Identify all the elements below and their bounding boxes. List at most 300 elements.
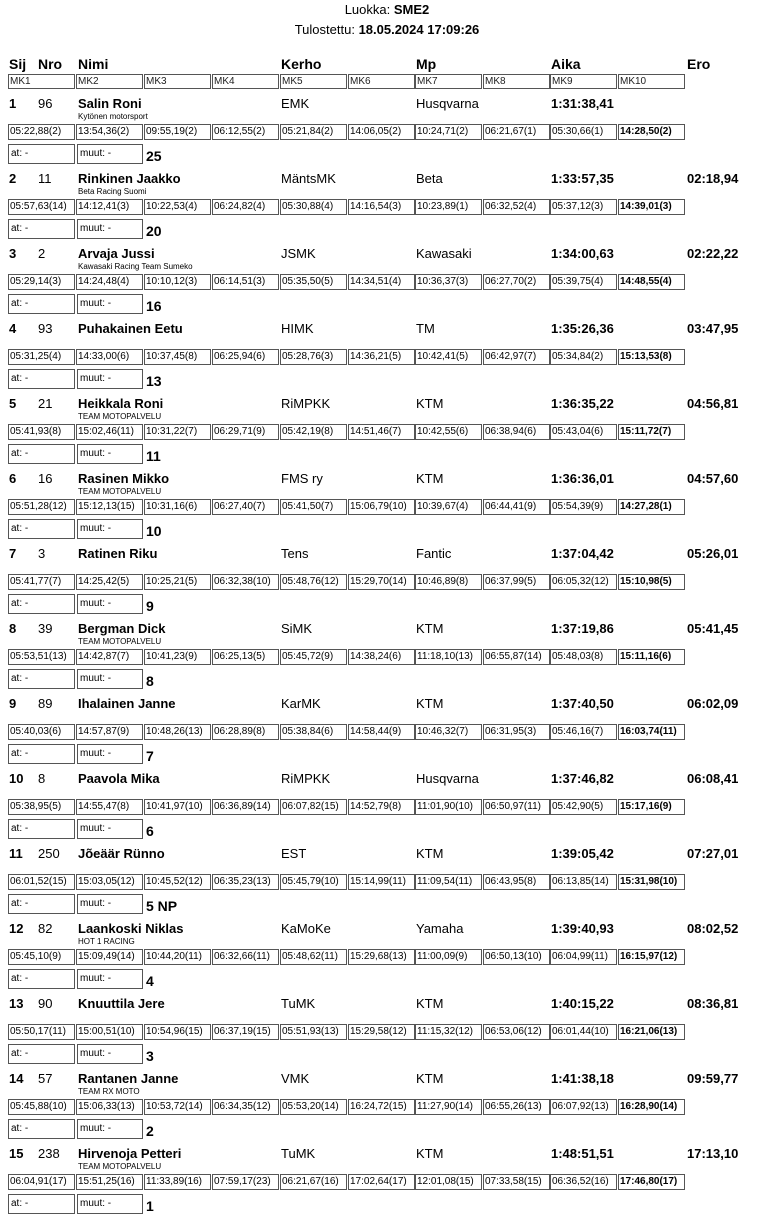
lap-time-5: 05:21,84(2) — [280, 124, 347, 140]
lap-time-4: 06:12,55(2) — [212, 124, 279, 140]
rider-position: 4 — [9, 321, 17, 336]
lap-time-4: 06:36,89(14) — [212, 799, 279, 815]
rider-total-time: 1:37:04,42 — [551, 546, 614, 561]
muut-box: muut: - — [77, 1044, 143, 1064]
rider-bike: KTM — [416, 1071, 444, 1086]
lap-time-6: 14:58,44(9) — [348, 724, 415, 740]
muut-box: muut: - — [77, 1194, 143, 1214]
rider-position: 14 — [9, 1071, 24, 1086]
rider-number: 8 — [38, 771, 46, 786]
at-box: at: - — [8, 519, 75, 539]
rider-team: Kawasaki Racing Team Sumeko — [78, 262, 193, 271]
rider-bike: Beta — [416, 171, 443, 186]
muut-box: muut: - — [77, 894, 143, 914]
rider-club: TuMK — [281, 996, 316, 1011]
class-line — [0, 0, 774, 20]
lap-time-6: 14:16,54(3) — [348, 199, 415, 215]
lap-time-9: 05:46,16(7) — [550, 724, 617, 740]
lap-time-10: 15:17,16(9) — [618, 799, 685, 815]
col-position: Sij — [9, 56, 27, 72]
rider-name: Laankoski Niklas — [78, 921, 184, 936]
rider-number: 89 — [38, 696, 53, 711]
rider-gap: 02:22,22 — [687, 246, 739, 261]
rider-bike: Yamaha — [416, 921, 464, 936]
lap-time-8: 06:43,95(8) — [483, 874, 550, 890]
lap-time-9: 06:07,92(13) — [550, 1099, 617, 1115]
lap-time-5: 05:38,84(6) — [280, 724, 347, 740]
rider-club: MäntsMK — [281, 171, 336, 186]
rider-name: Salin Roni — [78, 96, 142, 111]
rider-number: 250 — [38, 846, 60, 861]
lap-time-1: 05:45,10(9) — [8, 949, 75, 965]
rider-bike: Fantic — [416, 546, 452, 561]
rider-name: Rantanen Janne — [78, 1071, 179, 1086]
rider-team: TEAM RX MOTO — [78, 1087, 140, 1096]
at-box: at: - — [8, 744, 75, 764]
rider-points: 3 — [146, 1048, 154, 1064]
rider-row — [0, 95, 774, 170]
rider-number: 82 — [38, 921, 53, 936]
rider-number: 96 — [38, 96, 53, 111]
rider-position: 6 — [9, 471, 17, 486]
at-box: at: - — [8, 819, 75, 839]
rider-number: 21 — [38, 396, 53, 411]
lap-time-4: 06:29,71(9) — [212, 424, 279, 440]
rider-row — [0, 845, 774, 920]
lap-time-1: 06:04,91(17) — [8, 1174, 75, 1190]
lap-time-7: 10:24,71(2) — [415, 124, 482, 140]
lap-time-3: 09:55,19(2) — [144, 124, 211, 140]
lap-time-8: 06:27,70(2) — [483, 274, 550, 290]
lap-time-10: 16:28,90(14) — [618, 1099, 685, 1115]
lap-header-7: MK7 — [415, 74, 482, 89]
lap-time-5: 05:41,50(7) — [280, 499, 347, 515]
lap-header-1: MK1 — [8, 74, 75, 89]
muut-box: muut: - — [77, 969, 143, 989]
muut-box: muut: - — [77, 444, 143, 464]
rider-club: HIMK — [281, 321, 314, 336]
rider-number: 3 — [38, 546, 46, 561]
rider-points: 2 — [146, 1123, 154, 1139]
column-headers — [0, 55, 774, 91]
rider-points: 4 — [146, 973, 154, 989]
rider-row — [0, 920, 774, 995]
lap-time-3: 10:48,26(13) — [144, 724, 211, 740]
lap-time-4: 06:32,38(10) — [212, 574, 279, 590]
at-box: at: - — [8, 1044, 75, 1064]
lap-time-9: 05:37,12(3) — [550, 199, 617, 215]
lap-time-8: 06:32,52(4) — [483, 199, 550, 215]
rider-row — [0, 695, 774, 770]
lap-time-2: 15:09,49(14) — [76, 949, 143, 965]
rider-position: 9 — [9, 696, 17, 711]
lap-time-6: 15:29,70(14) — [348, 574, 415, 590]
rider-gap: 02:18,94 — [687, 171, 739, 186]
rider-bike: Kawasaki — [416, 246, 472, 261]
at-box: at: - — [8, 369, 75, 389]
rider-number: 93 — [38, 321, 53, 336]
lap-time-7: 10:23,89(1) — [415, 199, 482, 215]
lap-time-9: 05:42,90(5) — [550, 799, 617, 815]
rider-name: Rinkinen Jaakko — [78, 171, 181, 186]
muut-box: muut: - — [77, 219, 143, 239]
at-box: at: - — [8, 144, 75, 164]
rider-club: JSMK — [281, 246, 316, 261]
lap-time-7: 11:09,54(11) — [415, 874, 482, 890]
lap-time-1: 05:45,88(10) — [8, 1099, 75, 1115]
rider-row — [0, 470, 774, 545]
lap-time-9: 06:36,52(16) — [550, 1174, 617, 1190]
lap-header-2: MK2 — [76, 74, 143, 89]
rider-gap: 05:41,45 — [687, 621, 739, 636]
lap-time-7: 10:42,41(5) — [415, 349, 482, 365]
rider-bike: KTM — [416, 996, 444, 1011]
lap-time-1: 05:51,28(12) — [8, 499, 75, 515]
rider-position: 5 — [9, 396, 17, 411]
lap-time-4: 07:59,17(23) — [212, 1174, 279, 1190]
lap-time-7: 11:18,10(13) — [415, 649, 482, 665]
rider-name: Heikkala Roni — [78, 396, 164, 411]
lap-time-7: 11:15,32(12) — [415, 1024, 482, 1040]
rider-position: 8 — [9, 621, 17, 636]
lap-time-2: 14:24,48(4) — [76, 274, 143, 290]
rider-gap: 08:36,81 — [687, 996, 739, 1011]
col-club: Kerho — [281, 56, 322, 72]
rider-total-time: 1:31:38,41 — [551, 96, 614, 111]
col-number: Nro — [38, 56, 63, 72]
at-box: at: - — [8, 294, 75, 314]
rider-name: Paavola Mika — [78, 771, 160, 786]
lap-time-10: 15:11,72(7) — [618, 424, 685, 440]
at-box: at: - — [8, 219, 75, 239]
lap-time-5: 05:28,76(3) — [280, 349, 347, 365]
lap-header-10: MK10 — [618, 74, 685, 89]
lap-time-2: 14:55,47(8) — [76, 799, 143, 815]
rider-name: Bergman Dick — [78, 621, 166, 636]
lap-time-10: 15:13,53(8) — [618, 349, 685, 365]
rider-points: 9 — [146, 598, 154, 614]
rider-name: Puhakainen Eetu — [78, 321, 183, 336]
lap-time-7: 10:36,37(3) — [415, 274, 482, 290]
lap-time-9: 05:54,39(9) — [550, 499, 617, 515]
lap-time-8: 06:50,97(11) — [483, 799, 550, 815]
lap-time-7: 10:46,89(8) — [415, 574, 482, 590]
rider-bike: Husqvarna — [416, 96, 479, 111]
lap-time-7: 12:01,08(15) — [415, 1174, 482, 1190]
lap-time-5: 05:45,79(10) — [280, 874, 347, 890]
lap-time-7: 11:01,90(10) — [415, 799, 482, 815]
lap-time-1: 05:41,77(7) — [8, 574, 75, 590]
rider-row — [0, 1070, 774, 1145]
rider-row — [0, 245, 774, 320]
rider-position: 11 — [9, 846, 23, 861]
at-box: at: - — [8, 594, 75, 614]
rider-total-time: 1:40:15,22 — [551, 996, 614, 1011]
rider-total-time: 1:39:40,93 — [551, 921, 614, 936]
lap-time-10: 14:27,28(1) — [618, 499, 685, 515]
rider-gap: 08:02,52 — [687, 921, 739, 936]
rider-number: 57 — [38, 1071, 53, 1086]
rider-position: 2 — [9, 171, 17, 186]
rider-points: 5 NP — [146, 898, 178, 914]
rider-team: TEAM MOTOPALVELU — [78, 637, 162, 646]
rider-number: 39 — [38, 621, 53, 636]
lap-time-6: 14:52,79(8) — [348, 799, 415, 815]
rider-gap: 17:13,10 — [687, 1146, 739, 1161]
printed-label: Tulostettu: — [294, 22, 355, 37]
lap-time-9: 05:39,75(4) — [550, 274, 617, 290]
rider-club: Tens — [281, 546, 309, 561]
rider-points: 6 — [146, 823, 154, 839]
lap-time-2: 15:03,05(12) — [76, 874, 143, 890]
rider-team: Kytönen motorsport — [78, 112, 148, 121]
rider-total-time: 1:41:38,18 — [551, 1071, 614, 1086]
lap-time-10: 14:48,55(4) — [618, 274, 685, 290]
lap-time-4: 06:37,19(15) — [212, 1024, 279, 1040]
lap-time-2: 15:06,33(13) — [76, 1099, 143, 1115]
rider-points: 7 — [146, 748, 154, 764]
rider-row — [0, 545, 774, 620]
lap-time-7: 11:27,90(14) — [415, 1099, 482, 1115]
lap-time-2: 15:00,51(10) — [76, 1024, 143, 1040]
lap-time-7: 11:00,09(9) — [415, 949, 482, 965]
lap-time-1: 05:57,63(14) — [8, 199, 75, 215]
lap-header-5: MK5 — [280, 74, 347, 89]
lap-time-3: 10:31,16(6) — [144, 499, 211, 515]
lap-time-2: 15:51,25(16) — [76, 1174, 143, 1190]
lap-time-10: 16:03,74(11) — [618, 724, 685, 740]
lap-time-10: 14:28,50(2) — [618, 124, 685, 140]
printed-line — [0, 20, 774, 40]
lap-time-3: 11:33,89(16) — [144, 1174, 211, 1190]
lap-time-6: 17:02,64(17) — [348, 1174, 415, 1190]
rider-bike: KTM — [416, 696, 444, 711]
muut-box: muut: - — [77, 744, 143, 764]
lap-time-8: 06:50,13(10) — [483, 949, 550, 965]
lap-time-9: 05:43,04(6) — [550, 424, 617, 440]
rider-total-time: 1:36:36,01 — [551, 471, 614, 486]
rider-gap: 04:56,81 — [687, 396, 739, 411]
rider-gap: 04:57,60 — [687, 471, 739, 486]
rider-club: TuMK — [281, 1146, 316, 1161]
lap-time-10: 14:39,01(3) — [618, 199, 685, 215]
lap-header-6: MK6 — [348, 74, 415, 89]
rider-name: Rasinen Mikko — [78, 471, 170, 486]
lap-time-1: 05:38,95(5) — [8, 799, 75, 815]
lap-header-8: MK8 — [483, 74, 550, 89]
rider-position: 13 — [9, 996, 24, 1011]
lap-time-8: 06:21,67(1) — [483, 124, 550, 140]
rider-bike: KTM — [416, 621, 444, 636]
rider-club: RiMPKK — [281, 771, 331, 786]
rider-total-time: 1:33:57,35 — [551, 171, 614, 186]
lap-time-10: 17:46,80(17) — [618, 1174, 685, 1190]
lap-time-1: 05:41,93(8) — [8, 424, 75, 440]
lap-time-3: 10:44,20(11) — [144, 949, 211, 965]
rider-total-time: 1:39:05,42 — [551, 846, 614, 861]
rider-name: Hirvenoja Petteri — [78, 1146, 182, 1161]
rider-points: 8 — [146, 673, 154, 689]
lap-time-4: 06:25,13(5) — [212, 649, 279, 665]
rider-position: 10 — [9, 771, 24, 786]
lap-time-6: 15:14,99(11) — [348, 874, 415, 890]
lap-time-4: 06:34,35(12) — [212, 1099, 279, 1115]
rider-bike: KTM — [416, 1146, 444, 1161]
lap-time-8: 06:31,95(3) — [483, 724, 550, 740]
lap-time-2: 14:12,41(3) — [76, 199, 143, 215]
rider-club: KaMoKe — [281, 921, 331, 936]
rider-name: Arvaja Jussi — [78, 246, 155, 261]
lap-time-2: 15:02,46(11) — [76, 424, 143, 440]
lap-time-9: 05:34,84(2) — [550, 349, 617, 365]
rider-bike: KTM — [416, 471, 444, 486]
at-box: at: - — [8, 669, 75, 689]
lap-time-5: 06:07,82(15) — [280, 799, 347, 815]
lap-time-4: 06:14,51(3) — [212, 274, 279, 290]
rider-number: 90 — [38, 996, 53, 1011]
rider-club: SiMK — [281, 621, 313, 636]
lap-time-10: 16:15,97(12) — [618, 949, 685, 965]
lap-time-3: 10:22,53(4) — [144, 199, 211, 215]
rider-name: Ihalainen Janne — [78, 696, 176, 711]
results-header — [0, 0, 774, 40]
lap-time-2: 14:57,87(9) — [76, 724, 143, 740]
lap-time-9: 05:48,03(8) — [550, 649, 617, 665]
lap-time-5: 05:48,62(11) — [280, 949, 347, 965]
rider-row — [0, 170, 774, 245]
rider-total-time: 1:37:46,82 — [551, 771, 614, 786]
lap-time-6: 15:06,79(10) — [348, 499, 415, 515]
lap-time-7: 10:42,55(6) — [415, 424, 482, 440]
rider-position: 12 — [9, 921, 24, 936]
at-box: at: - — [8, 894, 75, 914]
lap-time-3: 10:10,12(3) — [144, 274, 211, 290]
lap-time-3: 10:54,96(15) — [144, 1024, 211, 1040]
at-box: at: - — [8, 1119, 75, 1139]
rider-name: Ratinen Riku — [78, 546, 158, 561]
rider-club: EST — [281, 846, 307, 861]
lap-time-5: 05:35,50(5) — [280, 274, 347, 290]
lap-time-8: 06:42,97(7) — [483, 349, 550, 365]
lap-time-1: 05:29,14(3) — [8, 274, 75, 290]
rider-gap: 06:08,41 — [687, 771, 739, 786]
rider-club: RiMPKK — [281, 396, 331, 411]
lap-time-4: 06:27,40(7) — [212, 499, 279, 515]
lap-time-2: 14:42,87(7) — [76, 649, 143, 665]
rider-bike: Husqvarna — [416, 771, 479, 786]
rider-bike: KTM — [416, 846, 444, 861]
lap-time-5: 05:51,93(13) — [280, 1024, 347, 1040]
lap-time-8: 06:38,94(6) — [483, 424, 550, 440]
rider-gap: 09:59,77 — [687, 1071, 739, 1086]
lap-header-3: MK3 — [144, 74, 211, 89]
lap-time-10: 15:11,16(6) — [618, 649, 685, 665]
muut-box: muut: - — [77, 669, 143, 689]
lap-time-10: 15:10,98(5) — [618, 574, 685, 590]
lap-time-3: 10:31,22(7) — [144, 424, 211, 440]
lap-time-8: 06:53,06(12) — [483, 1024, 550, 1040]
rider-points: 13 — [146, 373, 162, 389]
lap-time-4: 06:24,82(4) — [212, 199, 279, 215]
col-gap: Ero — [687, 56, 711, 72]
lap-time-8: 06:37,99(5) — [483, 574, 550, 590]
rider-points: 16 — [146, 298, 162, 314]
rider-row — [0, 995, 774, 1070]
rider-total-time: 1:36:35,22 — [551, 396, 614, 411]
rider-number: 16 — [38, 471, 53, 486]
lap-time-8: 06:55,26(13) — [483, 1099, 550, 1115]
muut-box: muut: - — [77, 594, 143, 614]
lap-time-9: 06:05,32(12) — [550, 574, 617, 590]
lap-time-9: 05:30,66(1) — [550, 124, 617, 140]
lap-time-1: 05:22,88(2) — [8, 124, 75, 140]
lap-time-5: 05:42,19(8) — [280, 424, 347, 440]
lap-time-7: 10:46,32(7) — [415, 724, 482, 740]
rider-total-time: 1:48:51,51 — [551, 1146, 614, 1161]
rider-row — [0, 395, 774, 470]
lap-time-6: 16:24,72(15) — [348, 1099, 415, 1115]
lap-time-2: 14:25,42(5) — [76, 574, 143, 590]
lap-time-3: 10:41,97(10) — [144, 799, 211, 815]
rider-team: TEAM MOTOPALVELU — [78, 1162, 162, 1171]
muut-box: muut: - — [77, 294, 143, 314]
at-box: at: - — [8, 1194, 75, 1214]
lap-time-3: 10:53,72(14) — [144, 1099, 211, 1115]
muut-box: muut: - — [77, 819, 143, 839]
lap-time-3: 10:37,45(8) — [144, 349, 211, 365]
lap-time-6: 15:29,58(12) — [348, 1024, 415, 1040]
rider-position: 1 — [9, 96, 17, 111]
lap-time-4: 06:28,89(8) — [212, 724, 279, 740]
lap-time-1: 05:50,17(11) — [8, 1024, 75, 1040]
muut-box: muut: - — [77, 144, 143, 164]
lap-time-6: 14:34,51(4) — [348, 274, 415, 290]
rider-club: FMS ry — [281, 471, 323, 486]
lap-time-8: 06:44,41(9) — [483, 499, 550, 515]
rider-total-time: 1:34:00,63 — [551, 246, 614, 261]
lap-time-1: 06:01,52(15) — [8, 874, 75, 890]
rider-team: TEAM MOTOPALVELU — [78, 412, 162, 421]
at-box: at: - — [8, 969, 75, 989]
rider-points: 20 — [146, 223, 162, 239]
rider-row — [0, 320, 774, 395]
rider-name: Knuuttila Jere — [78, 996, 165, 1011]
col-name: Nimi — [78, 56, 109, 72]
lap-time-5: 05:30,88(4) — [280, 199, 347, 215]
class-value: SME2 — [393, 2, 430, 17]
muut-box: muut: - — [77, 369, 143, 389]
rider-bike: KTM — [416, 396, 444, 411]
lap-time-6: 15:29,68(13) — [348, 949, 415, 965]
rider-position: 7 — [9, 546, 17, 561]
rider-points: 1 — [146, 1198, 154, 1214]
lap-time-1: 05:53,51(13) — [8, 649, 75, 665]
lap-time-9: 06:04,99(11) — [550, 949, 617, 965]
col-time: Aika — [551, 56, 581, 72]
at-box: at: - — [8, 444, 75, 464]
lap-time-2: 15:12,13(15) — [76, 499, 143, 515]
rider-total-time: 1:37:40,50 — [551, 696, 614, 711]
lap-header-4: MK4 — [212, 74, 279, 89]
rider-gap: 07:27,01 — [687, 846, 739, 861]
printed-value: 18.05.2024 17:09:26 — [358, 22, 480, 37]
lap-time-5: 05:48,76(12) — [280, 574, 347, 590]
rider-gap: 06:02,09 — [687, 696, 739, 711]
lap-time-9: 06:01,44(10) — [550, 1024, 617, 1040]
lap-time-3: 10:45,52(12) — [144, 874, 211, 890]
lap-time-1: 05:31,25(4) — [8, 349, 75, 365]
rider-team: TEAM MOTOPALVELU — [78, 487, 162, 496]
